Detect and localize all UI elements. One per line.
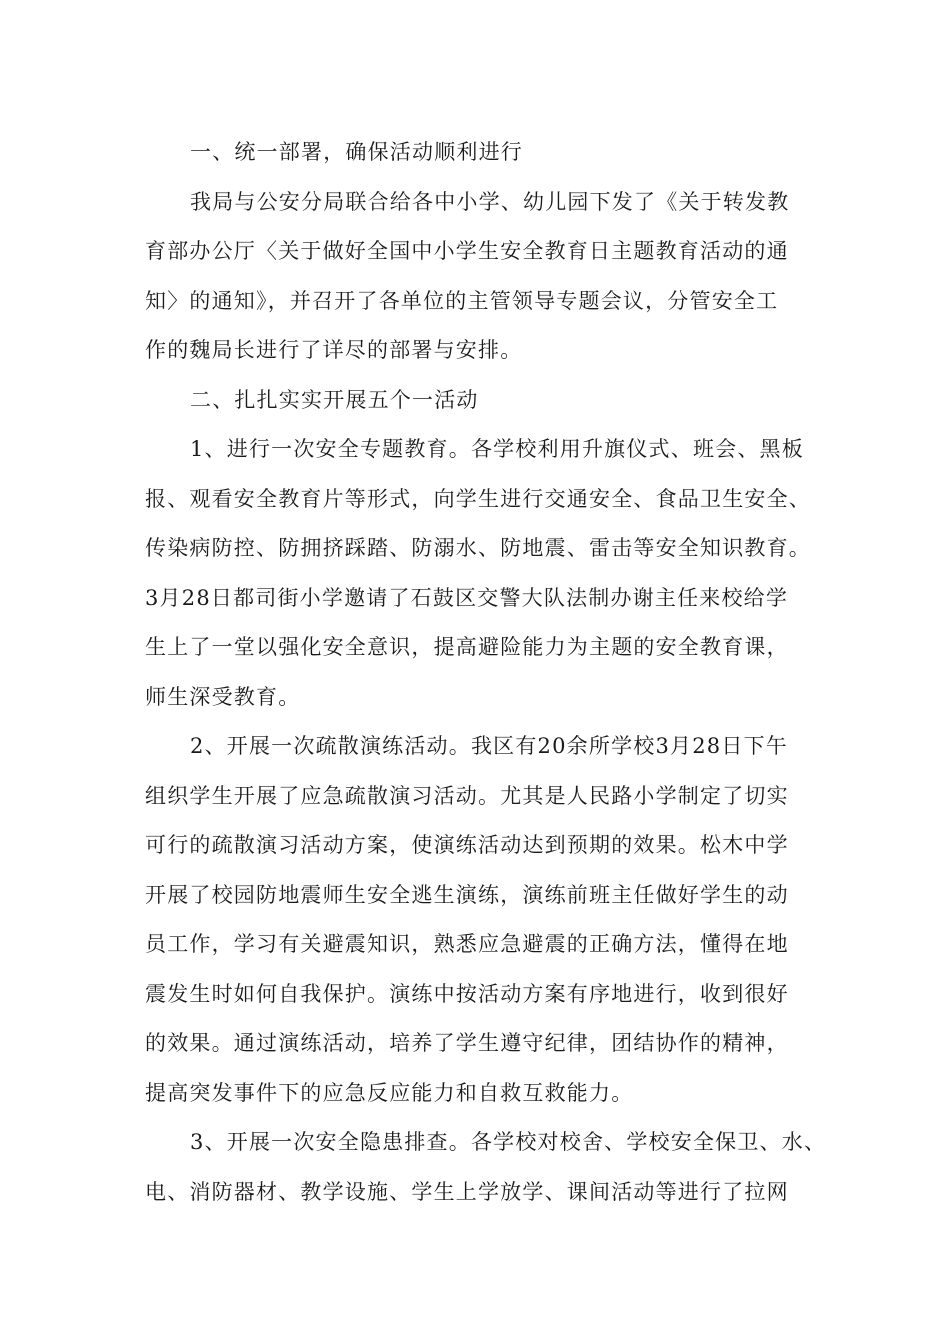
paragraph-line: 2、开展一次疏散演练活动。我区有20余所学校3月28日下午 <box>190 734 788 758</box>
paragraph-safety-education <box>145 425 827 722</box>
paragraph-hazard-inspection <box>145 1118 827 1217</box>
paragraph-line: 作的魏局长进行了详尽的部署与安排。 <box>145 338 523 362</box>
paragraph-line: 传染病防控、防拥挤踩踏、防溺水、防地震、雷击等安全知识教育。 <box>145 536 811 560</box>
paragraph-line: 知〉的通知》，并召开了各单位的主管领导专题会议，分管安全工 <box>145 288 779 313</box>
paragraph-line: 组织学生开展了应急疏散演习活动。尤其是人民路小学制定了切实 <box>145 783 789 808</box>
paragraph-line: 报、观看安全教育片等形式，向学生进行交通安全、食品卫生安全、 <box>145 486 811 511</box>
paragraph-line: 育部办公厅〈关于做好全国中小学生安全教育日主题教育活动的通 <box>145 239 789 263</box>
paragraph-line: 师生深受教育。 <box>145 684 301 709</box>
heading-line: 二、扎扎实实开展五个一活动 <box>190 387 479 412</box>
paragraph-line: 的效果。通过演练活动，培养了学生遵守纪律，团结协作的精神， <box>145 1031 789 1055</box>
section-heading-2 <box>145 376 827 426</box>
paragraph-line: 3月28日都司街小学邀请了石鼓区交警大队法制办谢主任来校给学 <box>145 585 789 610</box>
paragraph-line: 提高突发事件下的应急反应能力和自救互救能力。 <box>145 1080 634 1105</box>
paragraph-line: 3、开展一次安全隐患排查。各学校对校舍、学校安全保卫、水、 <box>190 1130 827 1154</box>
paragraph-evacuation-drill <box>145 722 827 1118</box>
paragraph-line: 生上了一堂以强化安全意识，提高避险能力为主题的安全教育课， <box>145 635 789 659</box>
paragraph-line: 我局与公安分局联合给各中小学、幼儿园下发了《关于转发教 <box>190 189 790 214</box>
paragraph-line: 1、进行一次安全专题教育。各学校利用升旗仪式、班会、黑板 <box>190 437 804 461</box>
paragraph-deployment <box>145 178 827 376</box>
heading-line: 一、统一部署，确保活动顺利进行 <box>190 140 523 164</box>
paragraph-line: 开展了校园防地震师生安全逃生演练，演练前班主任做好学生的动 <box>145 882 789 907</box>
document-body <box>145 128 827 1217</box>
paragraph-line: 员工作，学习有关避震知识，熟悉应急避震的正确方法，懂得在地 <box>145 932 789 956</box>
paragraph-line: 电、消防器材、教学设施、学生上学放学、课间活动等进行了拉网 <box>145 1179 789 1204</box>
paragraph-line: 震发生时如何自我保护。演练中按活动方案有序地进行，收到很好 <box>145 981 789 1006</box>
paragraph-line: 可行的疏散演习活动方案，使演练活动达到预期的效果。松木中学 <box>145 833 789 857</box>
section-heading-1 <box>145 128 827 178</box>
